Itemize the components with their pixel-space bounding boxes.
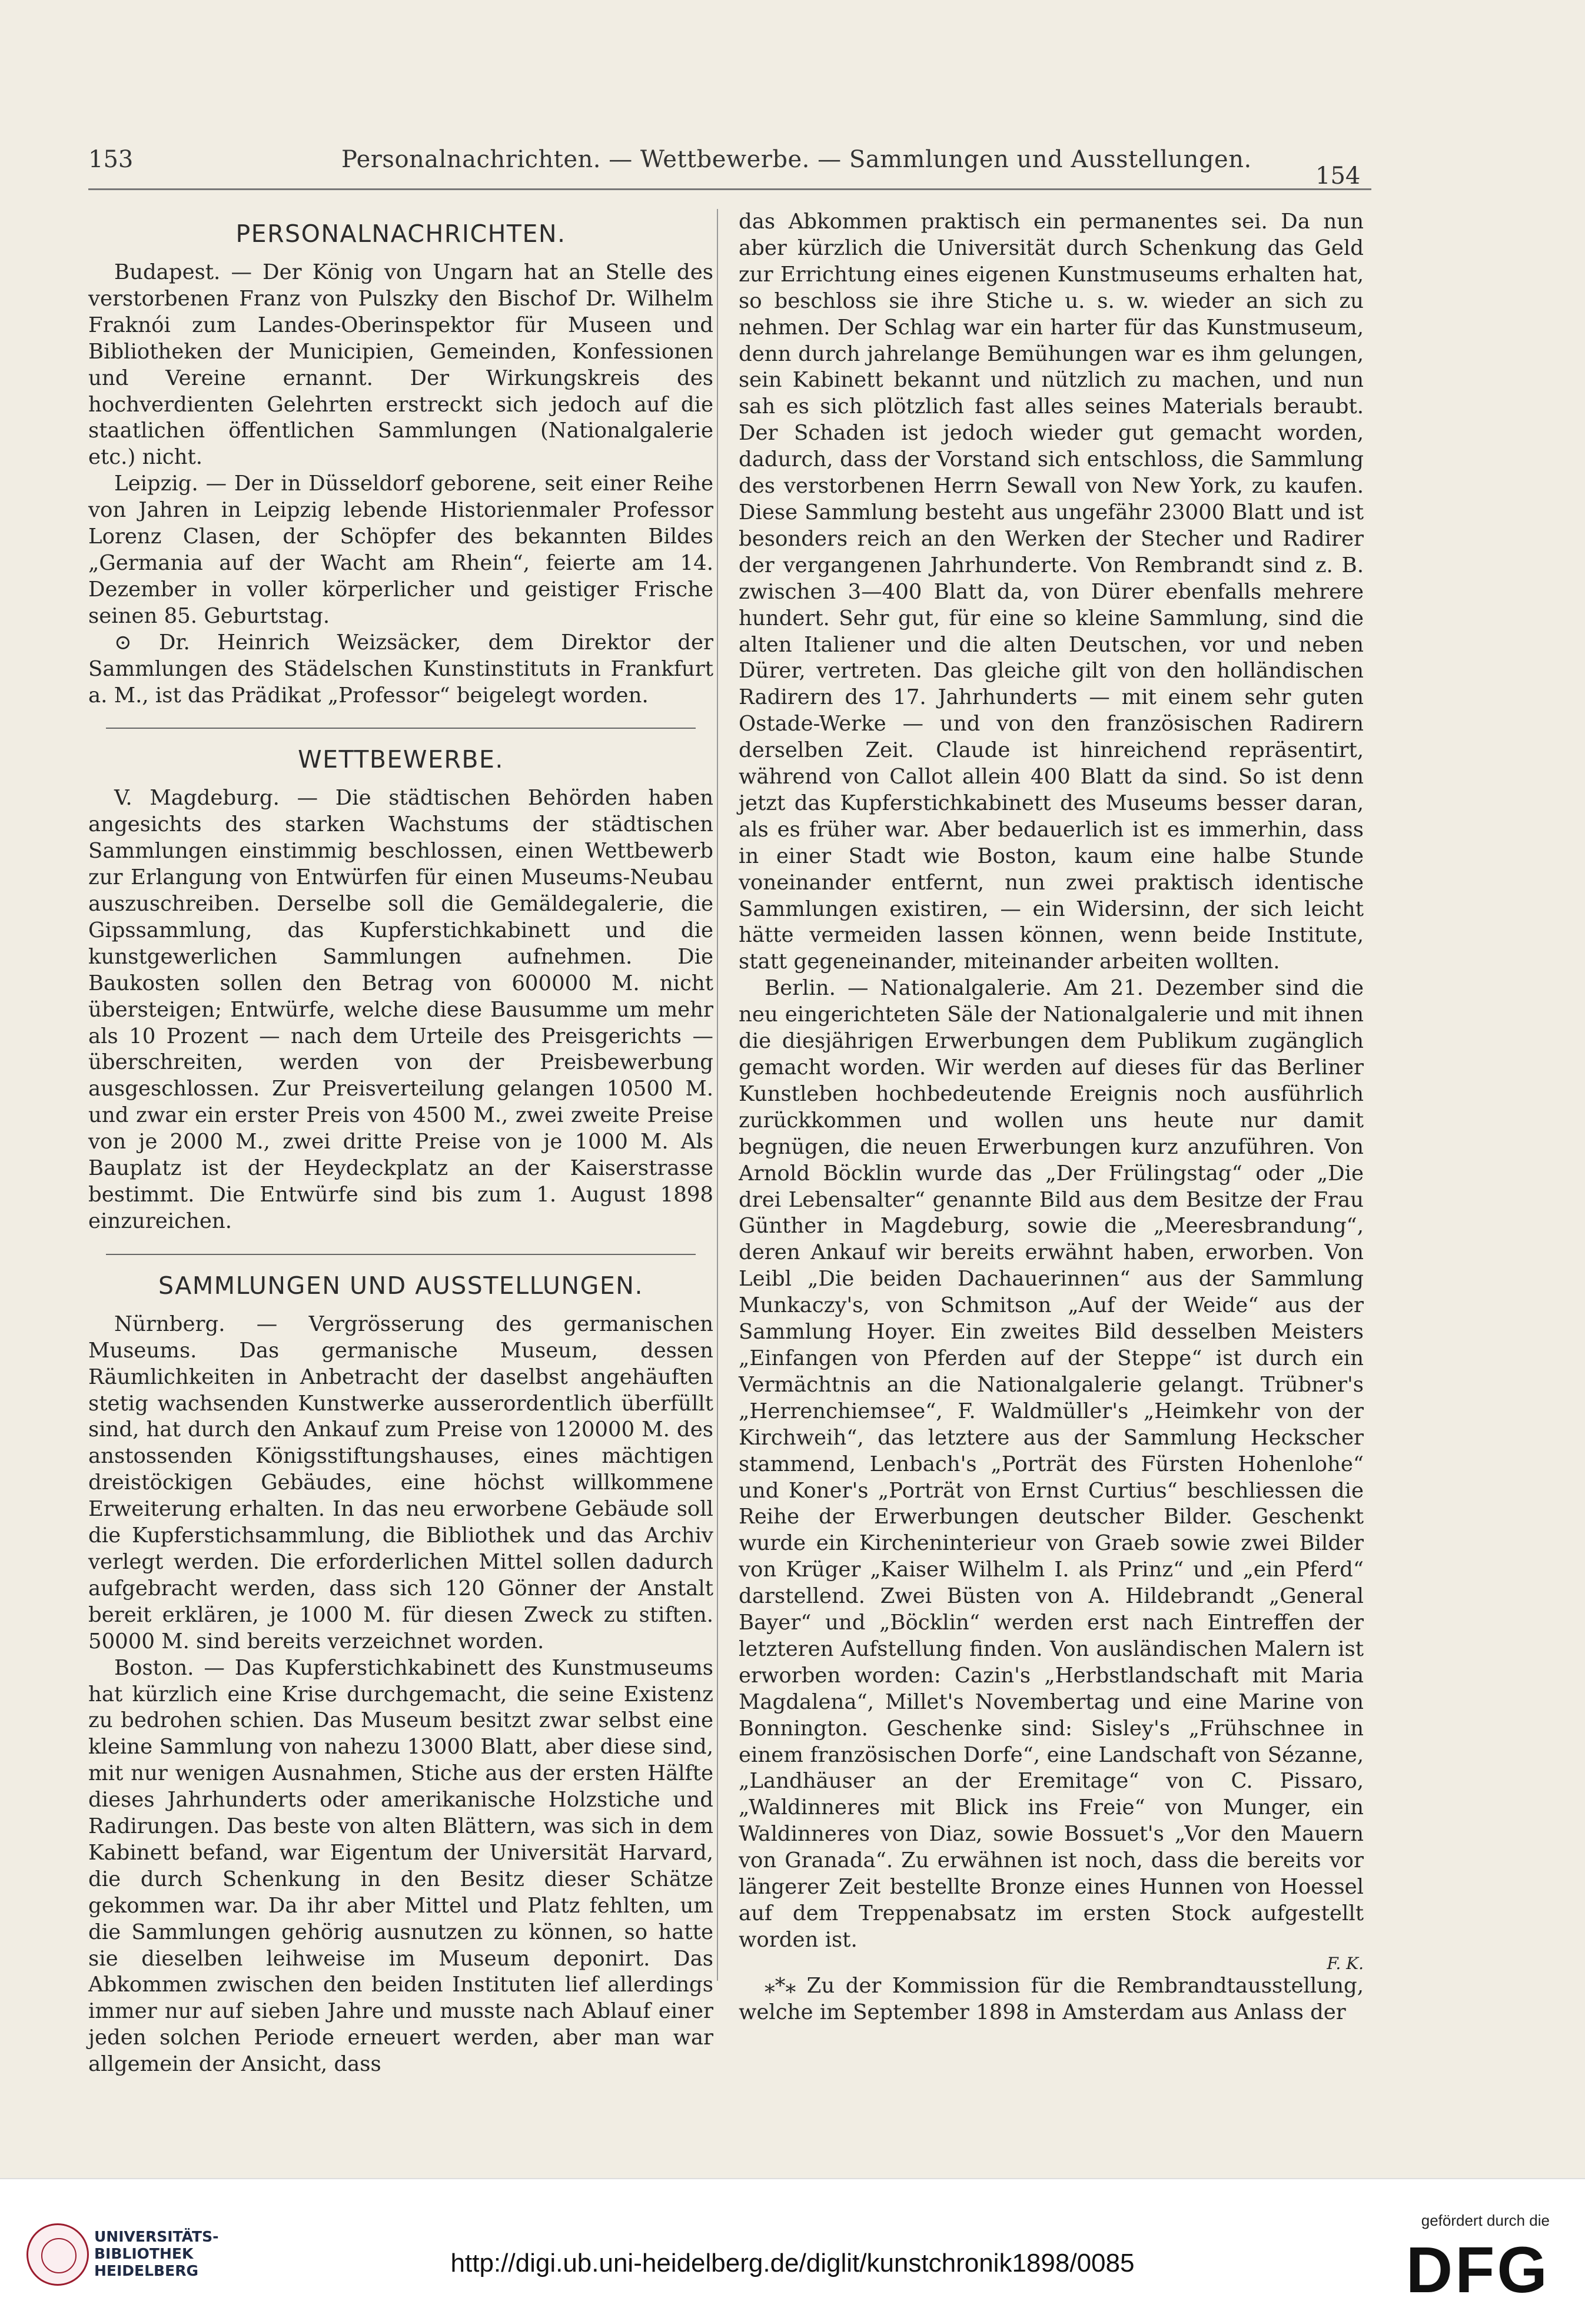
heading-wettbewerbe: WETTBEWERBE. <box>298 745 504 774</box>
heading-personalnachrichten: PERSONALNACHRICHTEN. <box>235 220 566 248</box>
paragraph-leipzig: Leipzig. — Der in Düsseldorf geborene, seit einer Reihe von Jahren in Leipzig lebende Historienmaler Professor Lorenz Clasen, der Schöpfer des bekannten Bildes „Germania auf der Wacht am Rhein“, feierte am 14. Dezember in voller körperlicher und geistiger Frische seinen 85. Geburtstag. <box>88 472 713 628</box>
header-rule <box>88 188 1371 190</box>
page-number-right: 154 <box>1315 162 1361 190</box>
dfg-logo <box>1405 2212 1550 2306</box>
right-column <box>739 209 1364 2026</box>
paragraph-magdeburg: V. Magdeburg. — Die städtischen Behörden haben angesichts des starken Wachstums der städtischen Sammlungen einstimmig beschlossen, einen Wettbewerb zur Erlangung von Entwürfen für einen Museums-Neubau auszuschreiben. Derselbe soll die Gemäldegalerie, die Gipssammlung, das Kupferstichkabinett und die kunstgewerlichen Sammlungen aufnehmen. Die Baukosten sollen den Betrag von 600000 M. nicht übersteigen; Entwürfe, welche diese Bausumme um mehr als 10 Prozent — nach dem Urteile des Preisgerichts — überschreiten, werden von der Preisbewerbung ausgeschlossen. Zur Preisverteilung gelangen 10500 M. und zwar ein erster Preis von 4500 M., zwei zweite Preise von je 2000 M., zwei dritte Preise von je 1000 M. Als Bauplatz ist der Heydeckplatz an der Kaiserstrasse bestimmt. Die Entwürfe sind bis zum 1. August 1898 einzureichen. <box>88 786 713 1233</box>
page-number-left: 153 <box>88 146 134 173</box>
section-divider <box>106 728 696 729</box>
digitization-footer <box>0 2178 1585 2324</box>
running-title: Personalnachrichten. — Wettbewerbe. — Sammlungen und Ausstellungen. <box>341 146 1252 173</box>
dfg-wordmark: DFG <box>1405 2234 1550 2306</box>
source-url-link[interactable]: http://digi.ub.uni-heidelberg.de/diglit/kunstchronik1898/0085 <box>450 2249 1135 2277</box>
paragraph-boston-continued: das Abkommen praktisch ein permanentes sei. Da nun aber kürzlich die Universität durch Schenkung das Geld zur Errichtung eines eigenen Kunstmuseums erhalten hat, so beschloss sie ihre Stiche u. s. w. wieder an sich zu nehmen. Der Schlag war ein harter für das Kunstmuseum, denn durch jahrelange Bemühungen war es ihm gelungen, sein Kabinett bekannt und nützlich zu machen, und nun sah es sich plötzlich fast alles seines Materials beraubt. Der Schaden ist jedoch wieder gut gemacht worden, dadurch, dass der Vorstand sich entschloss, die Sammlung des verstorbenen Herrn Sewall von New York, zu kaufen. Diese Sammlung besteht aus ungefähr 23000 Blatt und ist besonders reich an den Werken der Stecher und Radirer der vergangenen Jahrhunderte. Von Rembrandt sind z. B. zwischen 3—400 Blatt da, von Dürer ebenfalls mehrere hundert. Sehr gut, für eine so kleine Sammlung, sind die alten Italiener und die alten Deutschen, vor und neben Dürer, vertreten. Das gleiche gilt von den holländischen Radirern des 17. Jahrhunderts — mit einem sehr guten Ostade-Werke — und von den französischen Radirern derselben Zeit. Claude ist hinreichend repräsentirt, während von Callot allein 400 Blatt da sind. So ist denn jetzt das Kupferstichkabinett des Museums besser daran, als es früher war. Aber bedauerlich ist es immerhin, dass in einer Stadt wie Boston, kaum eine halbe Stunde voneinander entfernt, nun zwei praktisch identische Sammlungen existiren, — ein Widersinn, der sich leicht hätte vermeiden lassen können, wenn beide Institute, statt gegeneinander, miteinander arbeiten wollten. <box>739 210 1364 974</box>
paragraph-weizsaecker: ⊙ Dr. Heinrich Weizsäcker, dem Direktor der Sammlungen des Städelschen Kunstinstituts in Frankfurt a. M., ist das Prädikat „Professor“ beigelegt worden. <box>88 630 713 708</box>
paragraph-rembrandt: ⁎*⁎ Zu der Kommission für die Rembrandtausstellung, welche im September 1898 in Amsterdam aus Anlass der <box>739 1973 1364 2024</box>
column-divider <box>717 209 718 1981</box>
library-name-line: BIBLIOTHEK <box>94 2245 194 2262</box>
paragraph-budapest: Budapest. — Der König von Ungarn hat an Stelle des verstorbenen Franz von Pulszky den Bischof Dr. Wilhelm Fraknói zum Landes-Oberinspektor für Museen und Bibliotheken der Municipien, Gemeinden, Konfessionen und Vereine ernannt. Der Wirkungskreis des hochverdienten Gelehrten erstreckt sich jedoch auf die staatlichen öffentlichen Sammlungen (Nationalgalerie etc.) nicht. <box>88 260 713 470</box>
author-signature: F. K. <box>1327 1953 1364 1973</box>
left-column <box>88 209 713 2078</box>
heading-sammlungen: SAMMLUNGEN UND AUSSTELLUNGEN. <box>158 1271 643 1300</box>
paragraph-boston: Boston. — Das Kupferstichkabinett des Kunstmuseums hat kürzlich eine Krise durchgemacht, die seine Existenz zu bedrohen schien. Das Museum besitzt zwar selbst eine kleine Sammlung von nahezu 13000 Blatt, aber diese sind, mit nur wenigen Ausnahmen, Stiche aus der ersten Hälfte dieses Jahrhunderts oder amerikanische Holzstiche und Radirungen. Das beste von alten Blättern, was sich in dem Kabinett befand, war Eigentum der Universität Harvard, die durch Schenkung in den Besitz dieser Schätze gekommen war. Da ihr aber Mittel und Platz fehlten, um die Sammlungen gehörig ausnutzen zu können, so hatte sie dieselben leihweise im Museum deponirt. Das Abkommen zwischen den beiden Instituten lief allerdings immer nur auf sieben Jahre und musste nach Ablauf einer jeden solchen Periode erneuert werden, aber man war allgemein der Ansicht, dass <box>88 1655 713 2077</box>
library-name-line: HEIDELBERG <box>94 2262 198 2279</box>
funded-by-text: gefördert durch die <box>1421 2212 1550 2229</box>
paragraph-nuernberg: Nürnberg. — Vergrösserung des germanischen Museums. Das germanische Museum, dessen Räumlichkeiten in Anbetracht der daselbst angehäuften stetig wachsenden Kunstwerke ausserordentlich überfüllt sind, hat durch den Ankauf zum Preise von 120000 M. des anstossenden Königsstiftungshauses, eines mächtigen dreistöckigen Gebäudes, eine höchst willkommene Erweiterung erhalten. In das neu erworbene Gebäude soll die Kupferstichsammlung, die Bibliothek und das Archiv verlegt werden. Die erforderlichen Mittel sollen dadurch aufgebracht werden, dass sich 120 Gönner der Anstalt bereit erklären, je 1000 M. für diesen Zweck zu stiften. 50000 M. sind bereits verzeichnet worden. <box>88 1312 713 1654</box>
paragraph-berlin: Berlin. — Nationalgalerie. Am 21. Dezember sind die neu eingerichteten Säle der Nationalgalerie und mit ihnen die diesjährigen Erwerbungen dem Publikum zugänglich gemacht worden. Wir werden auf dieses für das Berliner Kunstleben hochbedeutende Ereignis noch ausführlich zurückkommen und wollen uns heute nur damit begnügen, die neuen Erwerbungen kurz anzuführen. Von Arnold Böcklin wurde das „Der Frülingstag“ oder „Die drei Lebensalter“ genannte Bild aus dem Besitze der Frau Günther in Magdeburg, sowie die „Meeresbrandung“, deren Ankauf wir bereits erwähnt haben, erworben. Von Leibl „Die beiden Dachauerinnen“ aus der Sammlung Munkaczy's, von Schmitson „Auf der Weide“ aus der Sammlung Hoyer. Ein zweites Bild desselben Meisters „Einfangen von Pferden auf der Steppe“ ist durch ein Vermächtnis an die Nationalgalerie gelangt. Trübner's „Herrenchiemsee“, F. Waldmüller's „Heimkehr von der Kirchweih“, das letztere aus der Sammlung Heckscher stammend, Lenbach's „Porträt des Fürsten Hohenlohe“ und Koner's „Porträt von Ernst Curtius“ beschliessen die Reihe der Erwerbungen deutscher Bilder. Geschenkt wurde ein Kircheninterieur von Graeb sowie zwei Bilder von Krüger „Kaiser Wilhelm I. als Prinz“ und „ein Pferd“ darstellend. Zwei Büsten von A. Hildebrandt „General Bayer“ und „Böcklin“ werden erst nach Eintreffen der letzteren Aufstellung finden. Von ausländischen Malern ist erworben worden: Cazin's „Herbstlandschaft mit Maria Magdalena“, Millet's Novembertag und eine Marine von Bonnington. Geschenke sind: Sisley's „Frühschnee in einem französischen Dorfe“, eine Landschaft von Sézanne, „Landhäuser an der Eremitage“ von C. Pissaro, „Waldinneres mit Blick ins Freie“ von Munger, ein Waldinneres von Diaz, sowie Bossuet's „Vor den Mauern von Granada“. Zu erwähnen ist noch, dass die bereits vor längerer Zeit bestellte Bronze eines Hunnen von Hoessel auf dem Treppenabsatz im ersten Stock aufgestellt worden ist. <box>739 976 1364 1952</box>
section-divider <box>106 1254 696 1255</box>
library-name-line: UNIVERSITÄTS- <box>94 2228 219 2245</box>
